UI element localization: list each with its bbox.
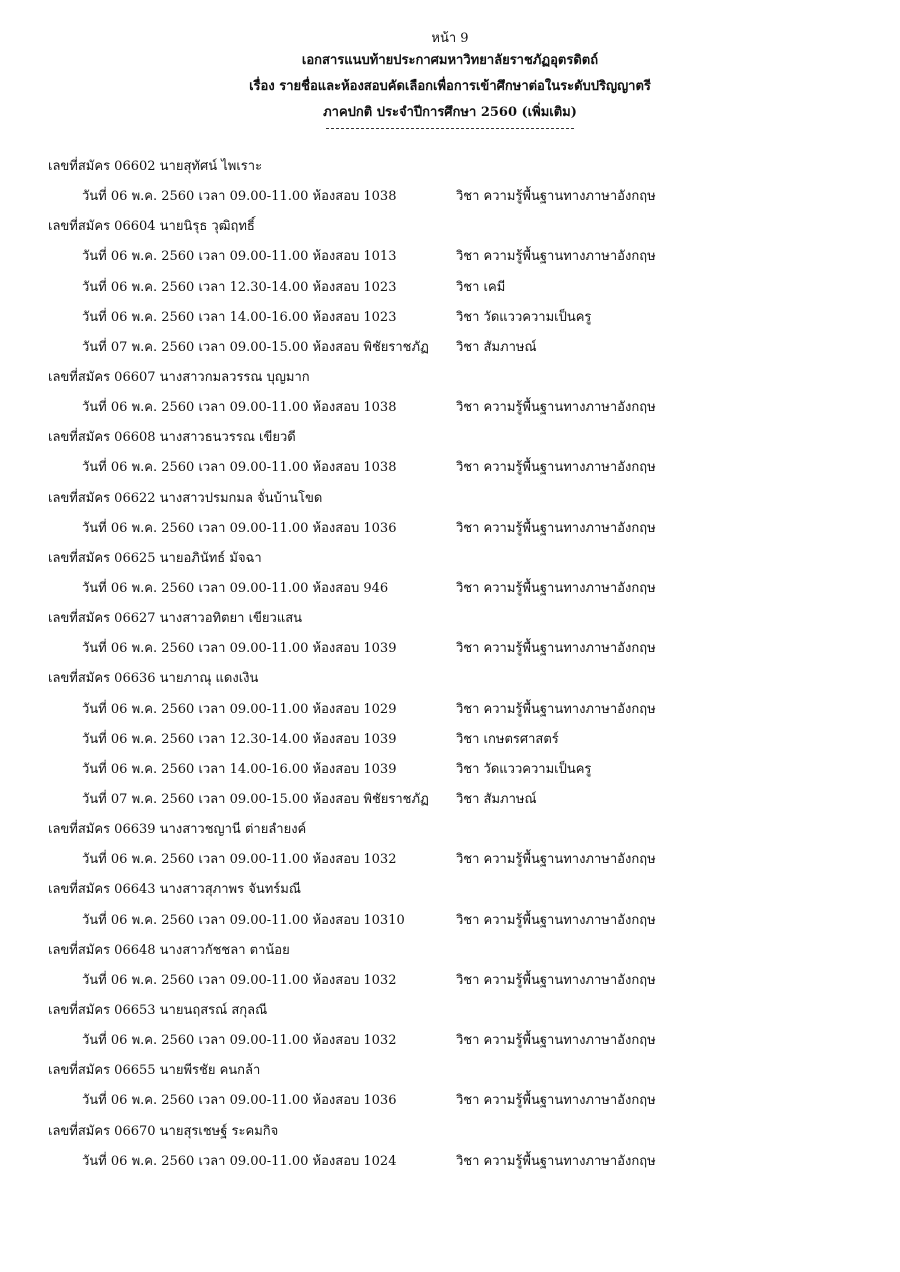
applicant-label: เลขที่สมัคร 06604 นายนิรุธ วุฒิฤทธิ์ [48,219,255,235]
academic-year-line: ภาคปกติ ประจำปีการศึกษา 2560 (เพิ่มเติม) [323,105,577,120]
exam-schedule: วันที่ 06 พ.ค. 2560 เวลา 09.00-11.00 ห้องสอบ 10310 [82,912,405,928]
exam-session-row [48,1147,868,1177]
applicant-label: เลขที่สมัคร 06625 นายอภินัทธ์ มัจฉา [48,550,262,566]
exam-session-row [48,514,868,544]
exam-schedule: วันที่ 06 พ.ค. 2560 เวลา 09.00-11.00 ห้องสอบ 1032 [82,852,397,868]
exam-schedule: วันที่ 06 พ.ค. 2560 เวลา 14.00-16.00 ห้องสอบ 1023 [82,309,397,325]
exam-subject: วิชา ความรู้พื้นฐานทางภาษาอังกฤษ [456,249,656,265]
exam-schedule: วันที่ 06 พ.ค. 2560 เวลา 09.00-11.00 ห้องสอบ 1036 [82,1093,397,1109]
applicant-row [48,815,868,845]
applicant-label: เลขที่สมัคร 06643 นางสาวสุภาพร จันทร์มณี [48,882,301,898]
exam-schedule: วันที่ 06 พ.ค. 2560 เวลา 09.00-11.00 ห้องสอบ 1032 [82,1033,397,1049]
applicant-label: เลขที่สมัคร 06655 นายพีรชัย คนกล้า [48,1063,261,1079]
exam-schedule: วันที่ 06 พ.ค. 2560 เวลา 09.00-11.00 ห้องสอบ 1038 [82,460,397,476]
exam-session-row [48,634,868,664]
exam-schedule: วันที่ 06 พ.ค. 2560 เวลา 09.00-11.00 ห้องสอบ 1013 [82,249,397,265]
exam-session-row [48,785,868,815]
exam-session-row [48,1086,868,1116]
exam-schedule: วันที่ 06 พ.ค. 2560 เวลา 12.30-14.00 ห้องสอบ 1039 [82,731,397,747]
exam-session-row [48,845,868,875]
exam-schedule: วันที่ 06 พ.ค. 2560 เวลา 09.00-11.00 ห้องสอบ 1036 [82,520,397,536]
exam-schedule: วันที่ 06 พ.ค. 2560 เวลา 12.30-14.00 ห้องสอบ 1023 [82,279,397,295]
exam-schedule: วันที่ 06 พ.ค. 2560 เวลา 14.00-16.00 ห้องสอบ 1039 [82,761,397,777]
applicant-row [48,484,868,514]
exam-subject: วิชา ความรู้พื้นฐานทางภาษาอังกฤษ [456,400,656,416]
exam-subject: วิชา ความรู้พื้นฐานทางภาษาอังกฤษ [456,1033,656,1049]
exam-session-row [48,725,868,755]
exam-subject: วิชา วัดแววความเป็นครู [456,309,592,325]
exam-session-row [48,1026,868,1056]
applicant-row [48,423,868,453]
exam-subject: วิชา ความรู้พื้นฐานทางภาษาอังกฤษ [456,1153,656,1169]
applicant-row [48,544,868,574]
exam-subject: วิชา ความรู้พื้นฐานทางภาษาอังกฤษ [456,460,656,476]
announcement-title: เอกสารแนบท้ายประกาศมหาวิทยาลัยราชภัฏอุตรดิตถ์ [301,53,599,68]
exam-subject: วิชา สัมภาษณ์ [456,791,537,807]
exam-session-row [48,393,868,423]
exam-subject: วิชา ความรู้พื้นฐานทางภาษาอังกฤษ [456,912,656,928]
exam-session-row [48,755,868,785]
exam-session-row [48,333,868,363]
applicant-row [48,664,868,694]
applicant-label: เลขที่สมัคร 06608 นางสาวธนวรรณ เขียวดี [48,430,296,446]
document-header [0,30,900,129]
exam-session-row [48,453,868,483]
exam-subject: วิชา ความรู้พื้นฐานทางภาษาอังกฤษ [456,520,656,536]
exam-session-row [48,303,868,333]
exam-schedule: วันที่ 07 พ.ค. 2560 เวลา 09.00-15.00 ห้องสอบ พิชัยราชภัฏ [82,339,429,355]
exam-subject: วิชา ความรู้พื้นฐานทางภาษาอังกฤษ [456,972,656,988]
exam-schedule: วันที่ 07 พ.ค. 2560 เวลา 09.00-15.00 ห้องสอบ พิชัยราชภัฏ [82,791,429,807]
applicant-label: เลขที่สมัคร 06670 นายสุรเชษฐ์ ระคมกิจ [48,1123,279,1139]
page-number: หน้า 9 [431,31,469,46]
announcement-subject: เรื่อง รายชื่อและห้องสอบคัดเลือกเพื่อการเข้าศึกษาต่อในระดับปริญญาตรี [249,79,651,94]
applicant-row [48,875,868,905]
applicant-list [48,152,868,1177]
exam-subject: วิชา ความรู้พื้นฐานทางภาษาอังกฤษ [456,189,656,205]
exam-subject: วิชา เกษตรศาสตร์ [456,731,559,747]
applicant-label: เลขที่สมัคร 06639 นางสาวชญานี ต่ายลำยงค์ [48,822,307,838]
exam-session-row [48,242,868,272]
applicant-row [48,212,868,242]
exam-schedule: วันที่ 06 พ.ค. 2560 เวลา 09.00-11.00 ห้องสอบ 1029 [82,701,397,717]
exam-schedule: วันที่ 06 พ.ค. 2560 เวลา 09.00-11.00 ห้องสอบ 1038 [82,400,397,416]
exam-schedule: วันที่ 06 พ.ค. 2560 เวลา 09.00-11.00 ห้องสอบ 1032 [82,972,397,988]
applicant-row [48,363,868,393]
exam-subject: วิชา ความรู้พื้นฐานทางภาษาอังกฤษ [456,852,656,868]
exam-session-row [48,574,868,604]
dashed-title-rule [326,128,574,129]
applicant-row [48,152,868,182]
applicant-row [48,1117,868,1147]
applicant-label: เลขที่สมัคร 06653 นายนฤสรณ์ สกุลณี [48,1002,268,1018]
applicant-row [48,996,868,1026]
exam-schedule: วันที่ 06 พ.ค. 2560 เวลา 09.00-11.00 ห้องสอบ 946 [82,580,389,596]
applicant-label: เลขที่สมัคร 06622 นางสาวปรมกมล จั่นบ้านโขด [48,490,323,506]
exam-schedule: วันที่ 06 พ.ค. 2560 เวลา 09.00-11.00 ห้องสอบ 1024 [82,1153,397,1169]
applicant-label: เลขที่สมัคร 06627 นางสาวอทิตยา เขียวแสน [48,611,303,627]
exam-session-row [48,906,868,936]
exam-subject: วิชา ความรู้พื้นฐานทางภาษาอังกฤษ [456,701,656,717]
exam-subject: วิชา สัมภาษณ์ [456,339,537,355]
exam-session-row [48,695,868,725]
exam-subject: วิชา ความรู้พื้นฐานทางภาษาอังกฤษ [456,580,656,596]
applicant-label: เลขที่สมัคร 06602 นายสุทัศน์ ไพเราะ [48,159,263,174]
exam-subject: วิชา เคมี [456,279,506,295]
exam-subject: วิชา ความรู้พื้นฐานทางภาษาอังกฤษ [456,641,656,657]
applicant-label: เลขที่สมัคร 06648 นางสาวกัชชลา ตาน้อย [48,942,290,958]
exam-subject: วิชา ความรู้พื้นฐานทางภาษาอังกฤษ [456,1093,656,1109]
exam-schedule: วันที่ 06 พ.ค. 2560 เวลา 09.00-11.00 ห้องสอบ 1039 [82,641,397,657]
applicant-row [48,1056,868,1086]
exam-session-row [48,273,868,303]
applicant-row [48,604,868,634]
exam-subject: วิชา วัดแววความเป็นครู [456,761,592,777]
applicant-row [48,936,868,966]
exam-schedule: วันที่ 06 พ.ค. 2560 เวลา 09.00-11.00 ห้องสอบ 1038 [82,189,397,205]
exam-session-row [48,182,868,212]
exam-session-row [48,966,868,996]
applicant-label: เลขที่สมัคร 06636 นายภาณุ แดงเงิน [48,671,259,687]
applicant-label: เลขที่สมัคร 06607 นางสาวกมลวรรณ บุญมาก [48,369,310,385]
